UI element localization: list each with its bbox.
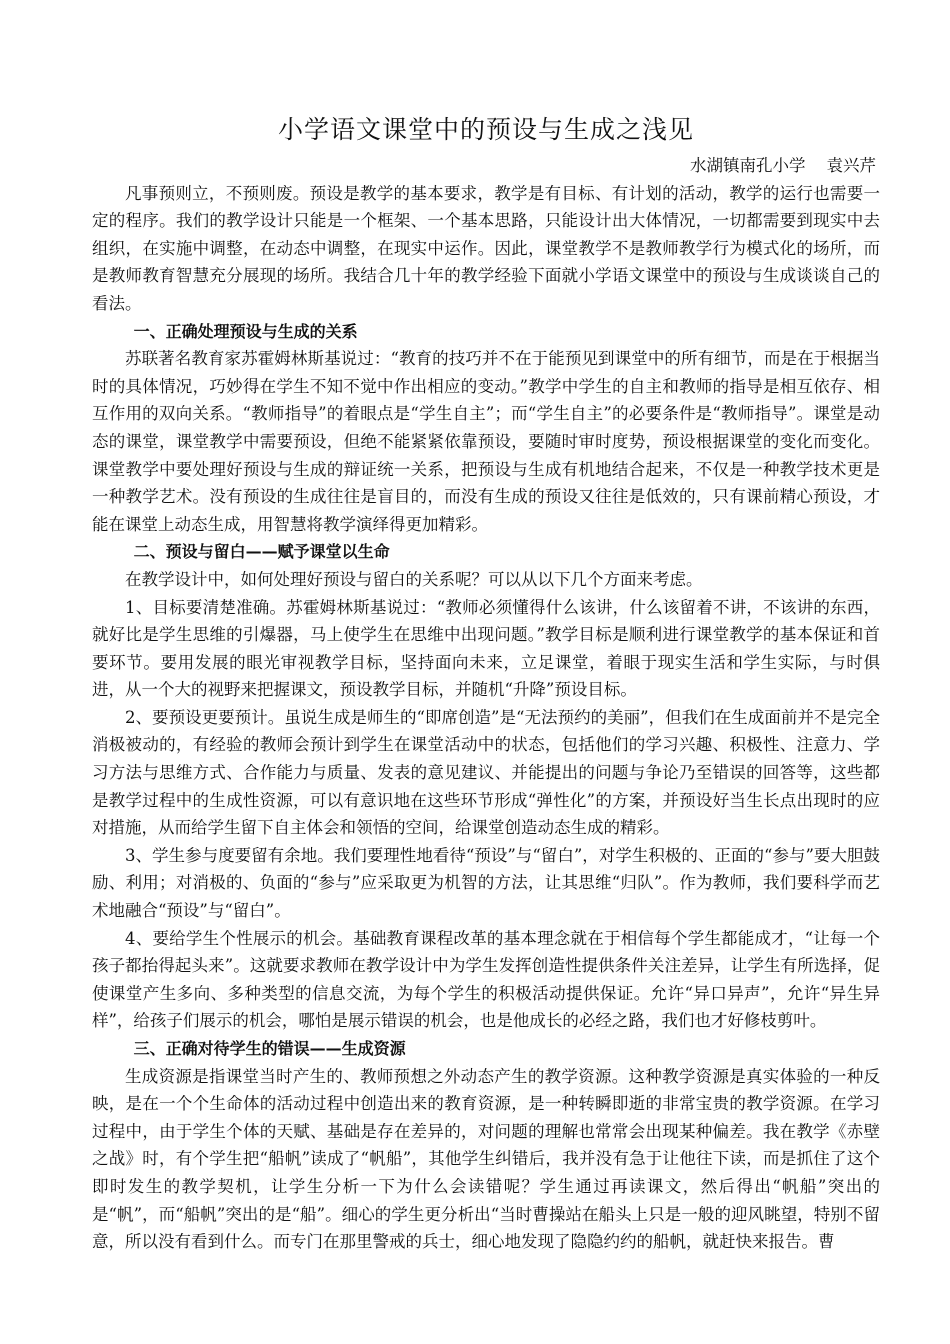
paragraph: 1、目标要清楚准确。苏霍姆林斯基说过：“教师必须懂得什么该讲，什么该留着不讲，不该讲的东西，就好比是学生思维的引爆器，马上使学生在思维中出现问题。”教学目标是顺利进行课堂教学的基本保证和首要环节。要用发展的眼光审视教学目标，坚持面向未来，立足课堂，着眼于现实生活和学生实际，与时俱进，从一个大的视野来把握课文，预设教学目标，并随机“升降”预设目标。: [92, 597, 880, 700]
document-body: [92, 180, 880, 1256]
paragraph: 2、要预设更要预计。虽说生成是师生的“即席创造”是“无法预约的美丽”，但我们在生成面前并不是完全消极被动的，有经验的教师会预计到学生在课堂活动中的状态，包括他们的学习兴趣、积极性、注意力、学习方法与思维方式、合作能力与质量、发表的意见建议、并能提出的问题与争论乃至错误的回答等，这些都是教学过程中的生成性资源，可以有意识地在这些环节形成“弹性化”的方案，并预设好当生长点出现时的应对措施，从而给学生留下自主体会和领悟的空间，给课堂创造动态生成的精彩。: [92, 707, 880, 838]
section-heading: 一、正确处理预设与生成的关系: [133, 321, 358, 341]
paragraph: 3、学生参与度要留有余地。我们要理性地看待“预设”与“留白”，对学生积极的、正面的“参与”要大胆鼓励、利用；对消极的、负面的“参与”应采取更为机智的方法，让其思维“归队”。作为教师，我们要科学而艺术地融合“预设”与“留白”。: [92, 845, 880, 921]
document-page: [92, 110, 880, 1256]
paragraph: 凡事预则立，不预则废。预设是教学的基本要求，教学是有目标、有计划的活动，教学的运行也需要一定的程序。我们的教学设计只能是一个框架、一个基本思路，只能设计出大体情况，一切都需要到现实中去组织，在实施中调整，在动态中调整，在现实中运作。因此，课堂教学不是教师教学行为模式化的场所，而是教师教育智慧充分展现的场所。我结合几十年的教学经验下面就小学语文课堂中的预设与生成谈谈自己的看法。: [92, 183, 880, 313]
paragraph: 生成资源是指课堂当时产生的、教师预想之外动态产生的教学资源。这种教学资源是真实体验的一种反映，是在一个个生命体的活动过程中创造出来的教育资源，是一种转瞬即逝的非常宝贵的教学资源。在学习过程中，由于学生个体的天赋、基础是存在差异的，对问题的理解也常常会出现某种偏差。我在教学《赤壁之战》时，有个学生把“船帆”读成了“帆船”，其他学生纠错后，我并没有急于让他往下读，而是抓住了这个即时发生的教学契机，让学生分析一下为什么会读错呢？学生通过再读课文，然后得出“帆船”突出的是“帆”，而“船帆”突出的是“船”。细心的学生更分析出“当时曹操站在船头上只是一般的迎风眺望，特别不留意，所以没有看到什么。而专门在那里警戒的兵士，细心地发现了隐隐约约的船帆，就赶快来报告。曹: [92, 1066, 880, 1252]
author-line: 水湖镇南孔小学 袁兴芹: [690, 156, 876, 175]
paragraph: 在教学设计中，如何处理好预设与留白的关系呢？可以从以下几个方面来考虑。: [125, 569, 703, 589]
document-title: 小学语文课堂中的预设与生成之浅见: [277, 115, 694, 144]
paragraph: 苏联著名教育家苏霍姆林斯基说过：“教育的技巧并不在于能预见到课堂中的所有细节，而是在于根据当时的具体情况，巧妙得在学生不知不觉中作出相应的变动。”教学中学生的自主和教师的指导是相互依存、相互作用的双向关系。“教师指导”的着眼点是“学生自主”；而“学生自主”的必要条件是“教师指导”。课堂是动态的课堂，课堂教学中需要预设，但绝不能紧紧依靠预设，要随时审时度势，预设根据课堂的变化而变化。课堂教学中要处理好预设与生成的辩证统一关系，把预设与生成有机地结合起来，不仅是一种教学技术更是一种教学艺术。没有预设的生成往往是盲目的，而没有生成的预设又往往是低效的，只有课前精心预设，才能在课堂上动态生成，用智慧将教学演绎得更加精彩。: [92, 349, 880, 534]
section-heading: 二、预设与留白——赋予课堂以生命: [133, 542, 390, 562]
section-heading: 三、正确对待学生的错误——生成资源: [133, 1039, 406, 1058]
paragraph: 4、要给学生个性展示的机会。基础教育课程改革的基本理念就在于相信每个学生都能成才，“让每一个孩子都抬得起头来”。这就要求教师在教学设计中为学生发挥创造性提供条件关注差异，让学生有所选择，促使课堂产生多向、多种类型的信息交流，为每个学生的积极活动提供保证。允许“异口异声”，允许“异生异样”，给孩子们展示的机会，哪怕是展示错误的机会，也是他成长的必经之路，我们也才好修枝剪叶。: [92, 928, 880, 1031]
